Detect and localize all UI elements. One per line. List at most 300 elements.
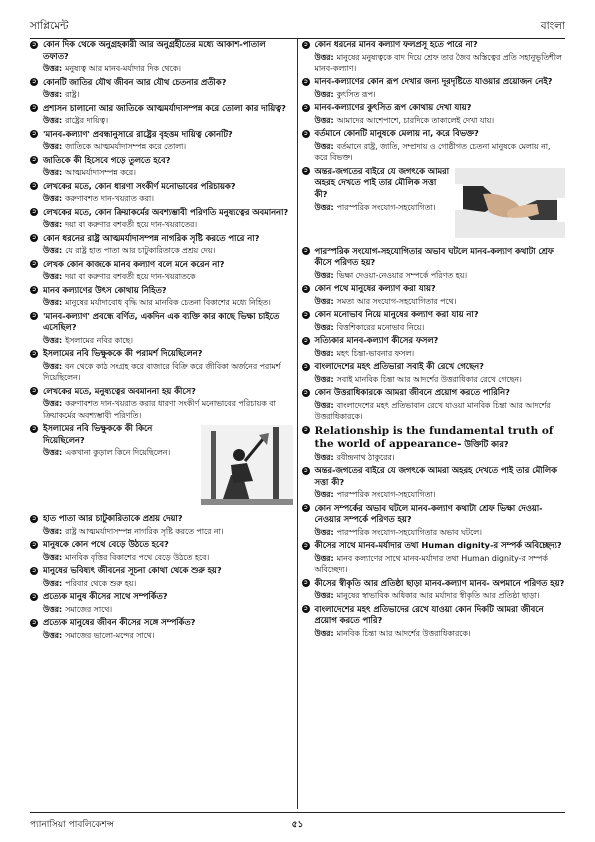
question-text-main: প্রত্যেক মানুষ কীসের সাথে সম্পর্কিত?	[43, 591, 168, 601]
qa-item	[30, 423, 293, 511]
question-text-main: মানুষের ভবিষ্যৎ জীবনের সূচনা কোথা থেকে শুরু হয়?	[43, 565, 222, 575]
header-left: সাপ্লিমেন্ট	[30, 20, 69, 32]
answer-text: পারস্পরিক সংযোগ-সহযোগিতার অভাব ঘটলে।	[336, 528, 482, 537]
qa-item	[302, 578, 566, 602]
answer-text: মানবিক বৃত্তির বিকাশের পথে বেড়ে উঠতে হবে।	[65, 552, 210, 562]
answer	[302, 452, 566, 463]
question-text	[315, 283, 436, 295]
footer-publisher: প্যানাসিয়া পাবলিকেশন্স	[30, 820, 114, 830]
answer-label: উত্তর:	[43, 142, 63, 152]
question	[30, 591, 293, 603]
answer	[30, 193, 293, 204]
answer	[30, 552, 293, 563]
answer-label: উত্তর:	[314, 554, 334, 563]
qa-item	[302, 76, 566, 100]
question-text-main: লেখকের মতে, মনুষ্যত্বের অবমাননা হয় কীসে?	[43, 385, 196, 396]
question-text	[43, 311, 293, 334]
question-text	[43, 285, 167, 297]
question-text-main: বর্তমানে কোনটি মানুষকে মেলায় না, করে বিভক্ত?	[314, 128, 479, 139]
arrow-bullet-icon: ➲	[31, 349, 37, 357]
arrow-bullet-icon: ➲	[302, 284, 309, 292]
answer-text: মনুষ্যত্ব আর মানব-মর্যাদার দিক থেকে।	[65, 64, 181, 74]
question	[30, 617, 293, 629]
answer-text: মানবিক চিন্তা আর আদর্শের উত্তরাধিকারকে।	[336, 629, 471, 638]
answer	[302, 348, 566, 359]
question-text	[315, 128, 479, 140]
answer	[302, 553, 566, 576]
question	[30, 259, 293, 271]
qa-item	[30, 386, 293, 421]
answer-text: রবীন্দ্রনাথ ঠাকুরের।	[336, 452, 395, 462]
answer-label: উত্তর:	[314, 202, 334, 212]
answer	[30, 63, 293, 74]
arrow-bullet-icon: ➲	[31, 260, 37, 268]
arrow-bullet-icon: ➲	[31, 104, 37, 112]
question-text-main: অন্তর-জগতের বাইরে যে জগৎকে আমরা অহরহ দেখতে পাই তার মৌলিক সত্তা কী?	[314, 165, 450, 199]
answer-label: উত্তর:	[314, 323, 334, 332]
question-text	[43, 207, 288, 219]
qa-item	[30, 565, 293, 589]
question-text-main: কোন সম্পর্কের অভাব ঘটলে মানব-কল্যাণ কথাটা শ্রেফ ভিক্ষা দেওয়া-নেওয়ার সম্পর্কে পরিণত হয়?	[314, 502, 543, 525]
question-suffix: উক্তিটি কার?	[461, 438, 509, 449]
question-text-main: কোন মনোভাব নিয়ে মানুষের কল্যাণ করা যায় না?	[314, 309, 479, 320]
answer-label: উত্তর:	[314, 375, 334, 384]
question-text	[315, 309, 479, 321]
question-text-main: লেখকের মতে, কোন ক্রিয়াকর্মের অবশ্যম্ভাবী পরিণতি মনুষ্যত্বের অবমাননা?	[43, 206, 289, 217]
question-text-main: মানব-কল্যাণের কুৎসিত রূপ কোথায় দেখা যায়?	[314, 102, 472, 113]
arrow-bullet-icon: ➲	[31, 312, 37, 320]
answer-text: জাতিকে আত্মমর্যাদাসম্পন্ন করে তোলা।	[65, 142, 187, 152]
qa-item	[30, 233, 293, 257]
answer	[302, 489, 566, 500]
answer-text: বিত্তশিকারের মনোভাব নিয়ে।	[336, 323, 425, 332]
question	[30, 348, 293, 360]
qa-item	[30, 311, 293, 347]
qa-item	[302, 246, 566, 282]
answer	[30, 578, 293, 589]
arrow-bullet-icon: ➲	[31, 78, 37, 86]
answer-text: মানব কল্যাণের সাথে মানব-মর্যাদার তথা Human dignity-র সম্পর্ক অবিচ্ছেদ্য।	[314, 554, 548, 575]
answer	[302, 590, 566, 601]
arrow-bullet-icon: ➲	[31, 566, 37, 574]
answer-text: ইসলামের নবির কাছে।	[65, 335, 133, 345]
answer-label: উত্তর:	[43, 116, 63, 126]
answer-label: উত্তর:	[43, 168, 63, 178]
arrow-bullet-icon: ➲	[302, 129, 309, 137]
answer-text: বাংলাদেশের মহৎ প্রতিভাবান রেখে যাওয়া মানবিক চিন্তা আর আদর্শের উত্তরাধিকারকে।	[314, 401, 551, 422]
answer-label: উত্তর:	[43, 361, 63, 371]
qa-item	[30, 207, 293, 231]
qa-item	[30, 617, 293, 641]
question	[302, 578, 566, 590]
qa-item	[30, 591, 293, 615]
answer-label: উত্তর:	[314, 452, 334, 462]
answer	[30, 361, 293, 384]
question-text	[315, 361, 484, 373]
arrow-bullet-icon: ➲	[31, 40, 37, 48]
answer-text: সমাজের সাথে।	[65, 604, 113, 614]
question-text-main: ইসলামের নবি ভিক্ষুককে কী কিনে দিয়েছিলেন?	[43, 423, 153, 445]
answer-label: উত্তর:	[43, 399, 63, 409]
answer-label: উত্তর:	[314, 591, 334, 601]
left-column	[30, 39, 298, 809]
answer	[30, 245, 293, 256]
answer-label: উত্তর:	[314, 271, 334, 280]
question	[302, 604, 566, 627]
qa-item	[302, 335, 566, 359]
question-text	[43, 539, 169, 551]
question-text-main: প্রত্যেক মানুষের জীবন কীসের সঙ্গে সম্পর্কিত?	[43, 617, 196, 627]
question-text	[315, 102, 472, 114]
answer	[302, 400, 566, 423]
question-text-main: কোন উত্তরাধিকারকে আমরা জীবনে প্রয়োগ করতে পারিনি?	[314, 387, 510, 398]
question-text-main: হাত পাতা আর চাটুকারিতাকে প্রশ্রয় দেয়া?	[43, 513, 183, 523]
question-text-main: কোন পথে মানুষের কল্যাণ করা যায়?	[314, 283, 436, 294]
answer	[30, 335, 293, 346]
question-text	[315, 166, 451, 201]
question-text-main: জাতিকে কী হিসেবে গড়ে তুলতে হবে?	[43, 154, 171, 165]
woodcutter-image	[201, 425, 293, 505]
question-text	[43, 129, 233, 141]
question-text-main: কীসের সাথে মানব-মর্যাদার তথা Human dignity-র সম্পর্ক অবিচ্ছেদ্য?	[314, 540, 562, 551]
question	[302, 387, 566, 399]
answer-text: পরিবার থেকে শুরু হয়।	[65, 578, 137, 588]
answer	[30, 604, 293, 615]
answer	[302, 270, 566, 281]
qa-item	[30, 129, 293, 153]
answer	[30, 219, 293, 230]
question-text-main: মানুষকে কোন পথে বেড়ে উঠতে হবে?	[43, 539, 169, 549]
arrow-bullet-icon: ➲	[31, 424, 37, 432]
arrow-bullet-icon: ➲	[31, 286, 37, 294]
question-text-main: 'মানব-কল্যাণ' প্রবন্ধে বর্ণিত, একদিন এক ব্যক্তি কার কাছে ভিক্ষা চাইতে এসেছিল?	[43, 310, 280, 333]
qa-item	[302, 309, 566, 333]
answer	[302, 628, 566, 639]
question-text-main: বাংলাদেশের মহৎ প্রতিভাদের রেখে যাওয়া কোন দিকটি আমরা জীবনে প্রয়োগ করতে পারি?	[314, 603, 544, 626]
question	[30, 285, 293, 297]
arrow-bullet-icon: ➲	[31, 514, 37, 522]
qa-item	[30, 77, 293, 101]
question	[302, 361, 566, 373]
arrow-bullet-icon: ➲	[31, 182, 37, 190]
question-text	[315, 604, 566, 627]
question-text	[315, 335, 439, 347]
question	[30, 207, 293, 219]
answer-label: উত্তর:	[43, 64, 63, 74]
question-text	[43, 233, 259, 245]
question-text	[43, 386, 196, 398]
answer-label: উত্তর:	[43, 448, 63, 458]
question	[30, 513, 293, 525]
answer-text: মহৎ চিন্তা-ভাবনার ফসল।	[336, 349, 415, 358]
question-text	[43, 617, 195, 629]
answer-text: রাষ্ট্র।	[65, 90, 80, 100]
answer	[302, 115, 566, 126]
qa-item	[302, 39, 566, 74]
answer-label: উত্তর:	[43, 194, 63, 204]
question-text-main: অন্তর-জগতের বাইরে যে জগৎকে আমরা অহরহ দেখতে পাই তার মৌলিক সত্তা কী?	[314, 465, 557, 487]
qa-item	[302, 503, 566, 539]
question-text-main: কোন দিক থেকে অনুগ্রহকারী আর অনুগ্রহীতের মধ্যে আকাশ-পাতাল তফাত?	[43, 39, 266, 61]
question	[302, 465, 566, 488]
answer	[30, 115, 293, 126]
qa-item	[302, 166, 566, 244]
question	[302, 102, 566, 114]
qa-item	[302, 425, 566, 463]
question-text-main: Relationship is the fundamental truth of the world of appearance-	[314, 424, 554, 450]
arrow-bullet-icon: ➲	[302, 541, 309, 549]
qa-item	[302, 540, 566, 575]
question	[302, 39, 566, 51]
question-text	[43, 155, 170, 167]
qa-item	[30, 155, 293, 179]
question	[30, 181, 293, 193]
answer-text: দয়া বা করুণার বশবর্তী হয়ে দান-খয়রাতের।	[65, 220, 198, 230]
answer	[302, 374, 566, 385]
question	[30, 386, 293, 398]
arrow-bullet-icon: ➲	[302, 310, 309, 318]
answer-text: মানুষের মনুষ্যত্বকে বাদ দিয়ে শ্রেফ তার জৈব অস্তিত্বের প্রতি সহানুভূতিশীল মানব-কল্যাণ।	[314, 52, 562, 73]
answer	[302, 89, 566, 100]
question-text	[43, 39, 293, 62]
answer-text: পারস্পরিক সংযোগ-সহযোগিতা।	[336, 490, 436, 500]
qa-item	[30, 39, 293, 75]
answer-label: উত্তর:	[43, 335, 63, 345]
answer-label: উত্তর:	[43, 272, 63, 282]
arrow-bullet-icon: ➲	[302, 426, 309, 434]
answer	[302, 527, 566, 538]
question-text	[315, 540, 562, 552]
page-footer	[30, 812, 565, 834]
question-text	[43, 77, 226, 89]
answer-text: যে রাষ্ট্র হাত পাতা আর চাটুকারিতাকে প্রশ্রয় দেয়।	[65, 246, 216, 256]
question	[30, 39, 293, 62]
arrow-bullet-icon: ➲	[302, 504, 309, 512]
qa-item	[30, 103, 293, 127]
answer-label: উত্তর:	[43, 246, 63, 256]
question-text-main: ইসলামের নবি ভিক্ষুককে কী পরামর্শ দিয়েছিলেন?	[43, 348, 203, 359]
question	[302, 540, 566, 552]
answer	[30, 297, 293, 308]
answer-label: উত্তর:	[314, 349, 334, 358]
answer-text: সমতা আর সংযোগ-সহযোগিতার পথে।	[336, 297, 457, 306]
arrow-bullet-icon: ➲	[31, 618, 37, 626]
answer-text: কুৎসিত রূপ।	[336, 90, 376, 99]
question	[30, 103, 293, 115]
qa-item	[302, 102, 566, 126]
question-text-main: 'মানব-কল্যাণ' প্রবন্ধানুসারে রাষ্ট্রের বৃহত্তম দায়িত্ব কোনটি?	[43, 128, 233, 139]
qa-item	[30, 539, 293, 563]
answer-text: করুণাবশত দান-খয়রাত করার ধারণা সংকীর্ণ মনোভাবের পরিচায়ক বা ক্রিয়াকর্মের অবশ্যম্ভাবী পরিণতি।	[43, 399, 276, 420]
answer-label: উত্তর:	[43, 630, 63, 640]
question-text	[315, 425, 566, 451]
arrow-bullet-icon: ➲	[302, 336, 309, 344]
header-right: বাংলা	[540, 20, 565, 32]
qa-item	[302, 387, 566, 422]
answer-label: উত্তর:	[43, 552, 63, 562]
arrow-bullet-icon: ➲	[31, 208, 37, 216]
arrow-bullet-icon: ➲	[31, 387, 37, 395]
question	[30, 77, 293, 89]
question-text-main: কোন ধরনের রাষ্ট্র আত্মমর্যাদাসম্পন্ন নাগরিক সৃষ্টি করতে পারে না?	[43, 232, 260, 243]
answer-text: আমাদের আশেপাশে, চারদিকে তাকালেই দেখা যায়।	[336, 116, 495, 125]
question-text	[43, 591, 168, 603]
arrow-bullet-icon: ➲	[302, 579, 309, 587]
question-text-main: মানব-কল্যাণের কোন রূপ দেখার জন্য দূরদৃষ্টিতে যাওয়ার প্রয়োজন নেই?	[314, 76, 553, 87]
qa-item	[302, 283, 566, 307]
answer	[30, 271, 293, 282]
question-text-main: সত্যিকার মানব-কল্যাণ কীসের ফসল?	[314, 335, 439, 346]
qa-item	[30, 348, 293, 383]
answer-text: একখানা কুড়াল কিনে দিয়েছিলেন।	[65, 448, 171, 458]
answer-label: উত্তর:	[314, 528, 334, 537]
question-text-main: কোন ধরনের মানব কল্যাণ ফলপ্রসূ হতে পারে না?	[314, 39, 478, 49]
page-header	[30, 14, 565, 39]
arrow-bullet-icon: ➲	[31, 156, 37, 164]
question	[30, 233, 293, 245]
question-text-main: প্রশাসন চালানো আর জাতিকে আত্মমর্যাদাসম্পন্ন করে তোলা কার দায়িত্ব?	[43, 102, 286, 113]
question-text	[315, 387, 510, 399]
question-text-main: কীসের স্বীকৃতি আর প্রতিষ্ঠা ছাড়া মানব-কল্যাণ মানব- অপমানে পরিণত হয়?	[314, 577, 565, 588]
handshake-figure	[455, 168, 565, 242]
answer-text: ভিক্ষা দেওয়া-নেওয়ার সম্পর্কে পরিণত হয়।	[336, 271, 468, 280]
question-text-main: কোনটি জাতির যৌথ জীবন আর যৌথ চেতনার প্রতীক?	[43, 76, 227, 87]
question	[30, 155, 293, 167]
page-number: ৫১	[291, 820, 304, 830]
qa-item	[302, 361, 566, 385]
answer	[302, 141, 566, 164]
answer-label: উত্তর:	[43, 90, 63, 100]
answer-label: উত্তর:	[314, 401, 334, 410]
question	[302, 166, 451, 201]
woodcutter-figure	[201, 425, 293, 509]
question-text	[43, 513, 183, 525]
arrow-bullet-icon: ➲	[31, 234, 37, 242]
question-text-main: বাংলাদেশের মহৎ প্রতিভারা সবাই কী রেখে গেছেন?	[314, 361, 484, 372]
answer-label: উত্তর:	[43, 526, 63, 536]
question	[302, 309, 566, 321]
arrow-bullet-icon: ➲	[302, 77, 309, 85]
question-text-main: পারস্পরিক সংযোগ-সহযোগিতার অভাব ঘটলে মানব-কল্যাণ কথাটা শ্রেফ কীসে পরিণত হয়?	[314, 245, 554, 268]
qa-item	[302, 604, 566, 640]
question	[302, 128, 566, 140]
arrow-bullet-icon: ➲	[302, 167, 309, 175]
question	[30, 539, 293, 551]
qa-item	[30, 259, 293, 283]
answer-text: বর্তমানে রাষ্ট্র, জাতি, সম্প্রদায় ও গোষ্ঠীগত চেতনা মানুষকে মেলায় না, করে বিভক্ত।	[314, 142, 551, 163]
arrow-bullet-icon: ➲	[31, 130, 37, 138]
answer-text: মানুষের মর্যাদাবোধ বৃদ্ধি আর মানবিক চেতনা বিকাশের মধ্যে নিহিত।	[65, 298, 271, 308]
question	[30, 311, 293, 334]
answer-label: উত্তর:	[314, 90, 334, 99]
question	[302, 283, 566, 295]
answer-label: উত্তর:	[314, 52, 334, 62]
answer-text: মানুষের স্বাভাবিক অধিকার আর মর্যাদার স্বীকৃতি আর প্রতিষ্ঠা ছাড়া।	[336, 591, 540, 601]
answer-label: উত্তর:	[314, 629, 334, 638]
answer-label: উত্তর:	[43, 220, 63, 230]
question-text-main: লেখকের মতে, কোন ধারণা সংকীর্ণ মনোভাবের পরিচায়ক?	[43, 180, 236, 191]
answer-text: সমাজের ভালো-মন্দের সাথে।	[65, 630, 155, 640]
answer-text: আত্মমর্যাদাসম্পন্ন করে।	[65, 168, 136, 178]
answer	[30, 141, 293, 152]
question	[302, 246, 566, 269]
question-text	[43, 348, 202, 360]
qa-item	[30, 513, 293, 537]
answer-text: রাষ্ট্র আত্মমর্যাদাসম্পন্ন নাগরিক সৃষ্টি করতে পারে না।	[65, 526, 224, 536]
answer-label: উত্তর:	[43, 298, 63, 308]
question-text	[43, 103, 286, 115]
answer	[30, 167, 293, 178]
arrow-bullet-icon: ➲	[31, 540, 37, 548]
arrow-bullet-icon: ➲	[302, 247, 309, 255]
answer	[30, 398, 293, 421]
question-text	[315, 246, 566, 269]
arrow-bullet-icon: ➲	[302, 362, 309, 370]
arrow-bullet-icon: ➲	[302, 466, 309, 474]
question-text	[315, 465, 566, 488]
qa-item	[302, 128, 566, 163]
question	[30, 565, 293, 577]
answer	[302, 322, 566, 333]
answer	[30, 526, 293, 537]
question-text	[43, 181, 236, 193]
answer-text: করুণাবশত দান-খয়রাত করা।	[65, 194, 154, 204]
question-text	[43, 259, 224, 271]
content-columns	[30, 39, 565, 809]
answer-text: রাষ্ট্রের দায়িত্ব।	[65, 116, 108, 126]
qa-item	[30, 181, 293, 205]
question	[30, 129, 293, 141]
qa-item	[30, 285, 293, 309]
arrow-bullet-icon: ➲	[302, 605, 309, 613]
qa-item	[302, 465, 566, 501]
question-text	[43, 423, 196, 446]
arrow-bullet-icon: ➲	[302, 103, 309, 111]
arrow-bullet-icon: ➲	[302, 388, 309, 396]
question-text	[315, 76, 553, 88]
question-text	[315, 503, 566, 526]
answer-label: উত্তর:	[314, 490, 334, 500]
answer-text: সবাই মানবিক চিন্তা আর আদর্শের উত্তরাধিকার রেখে গেছেন।	[336, 375, 522, 384]
question	[302, 76, 566, 88]
question	[30, 423, 196, 446]
answer-label: উত্তর:	[314, 142, 334, 151]
answer	[302, 52, 566, 75]
question	[302, 503, 566, 526]
answer-text: বন থেকে কাঠ সংগ্রহ করে বাজারে বিক্রি করে জীবিকা অর্জনের পরামর্শ দিয়েছিলেন।	[43, 361, 281, 383]
arrow-bullet-icon: ➲	[302, 40, 309, 48]
question-text	[315, 39, 478, 51]
answer-text: পারস্পরিক সংযোগ-সহযোগিতা।	[336, 202, 436, 212]
answer	[302, 296, 566, 307]
question	[302, 335, 566, 347]
question-text-main: লেখক কোন কাজকে মানব কল্যাণ বলে মনে করেন না?	[43, 258, 225, 269]
question-text	[43, 565, 222, 577]
answer	[30, 89, 293, 100]
right-column	[298, 39, 566, 809]
question-text-main: মানব কল্যাণের উৎস কোথায় নিহিত?	[43, 284, 167, 295]
answer-label: উত্তর:	[43, 578, 63, 588]
question	[302, 425, 566, 451]
answer-label: উত্তর:	[314, 116, 334, 125]
arrow-bullet-icon: ➲	[31, 592, 37, 600]
answer-label: উত্তর:	[43, 604, 63, 614]
question-text	[315, 578, 565, 590]
handshake-image	[455, 168, 565, 238]
answer-text: দয়া বা করুণার বশবর্তী হয়ে দান-খয়রাতকে	[65, 272, 196, 282]
answer	[30, 630, 293, 641]
answer-label: উত্তর:	[314, 297, 334, 306]
